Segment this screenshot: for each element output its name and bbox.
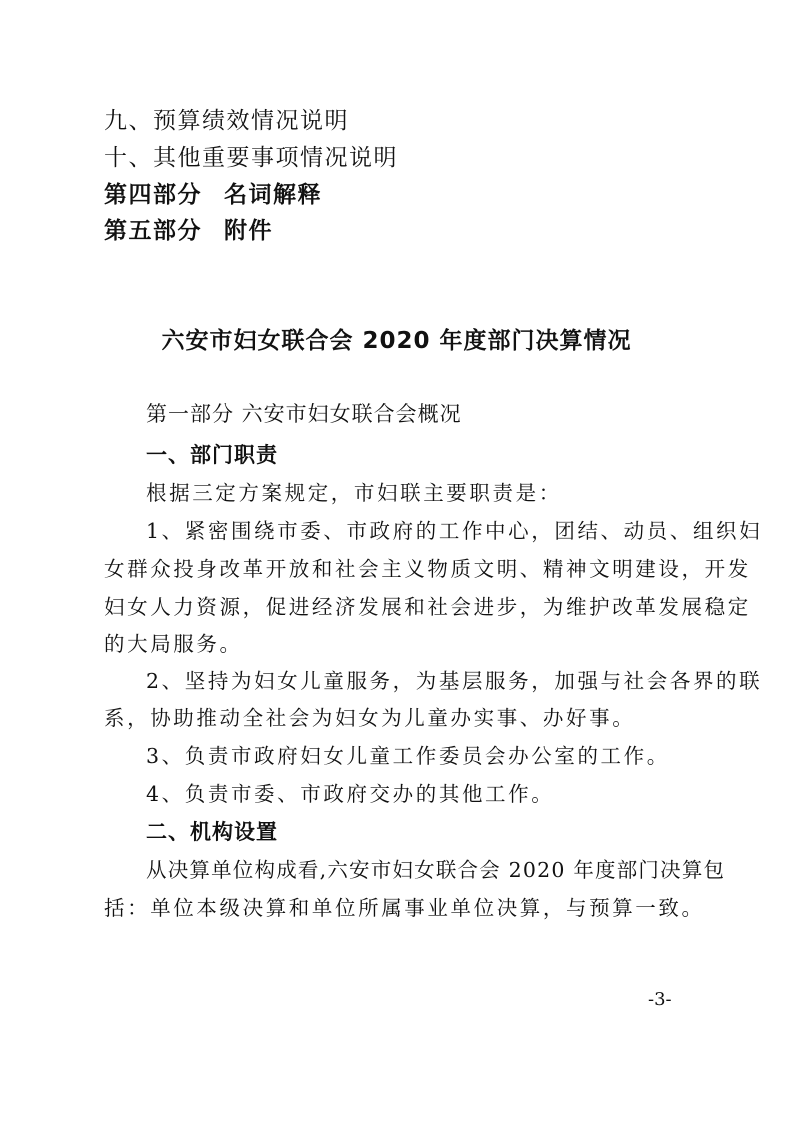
toc-part-5	[104, 216, 273, 246]
document-title: 六安市妇女联合会 2020 年度部门决算情况	[161, 328, 632, 354]
part-1-heading: 第一部分 六安市妇女联合会概况	[146, 402, 462, 426]
duty-1-line-2: 女群众投身改革开放和社会主义物质文明、精神文明建设，开发	[104, 557, 751, 581]
duty-2-line-1: 2、坚持为妇女儿童服务，为基层服务，加强与社会各界的联	[146, 669, 763, 693]
toc-part-5-title: 附件	[224, 218, 273, 244]
toc-part-4-title: 名词解释	[224, 182, 322, 208]
duties-intro: 根据三定方案规定，市妇联主要职责是：	[146, 481, 562, 505]
duty-4: 4、负责市委、市政府交办的其他工作。	[146, 782, 555, 806]
duty-1-line-3: 妇女人力资源，促进经济发展和社会进步，为维护改革发展稳定	[104, 595, 751, 619]
toc-part-5-label: 第五部分	[104, 218, 202, 244]
duty-2-line-2: 系，协助推动全社会为妇女为儿童办实事、办好事。	[104, 706, 636, 730]
toc-part-4	[104, 180, 322, 210]
section-1-heading: 一、部门职责	[146, 443, 278, 467]
toc-part-4-label: 第四部分	[104, 182, 202, 208]
org-line-2: 括：单位本级决算和单位所属事业单位决算，与预算一致。	[104, 896, 705, 920]
section-2-heading: 二、机构设置	[146, 820, 278, 844]
toc-item-10: 十、其他重要事项情况说明	[104, 145, 398, 171]
org-line-1: 从决算单位构成看,六安市妇女联合会 2020 年度部门决算包	[146, 858, 726, 882]
duty-3: 3、负责市政府妇女儿童工作委员会办公室的工作。	[146, 744, 670, 768]
duty-1-line-1: 1、紧密围绕市委、市政府的工作中心，团结、动员、组织妇	[146, 519, 763, 543]
duty-1-line-4: 的大局服务。	[104, 632, 243, 656]
page-number: -3-	[648, 989, 672, 1010]
toc-item-9: 九、预算绩效情况说明	[104, 108, 349, 134]
